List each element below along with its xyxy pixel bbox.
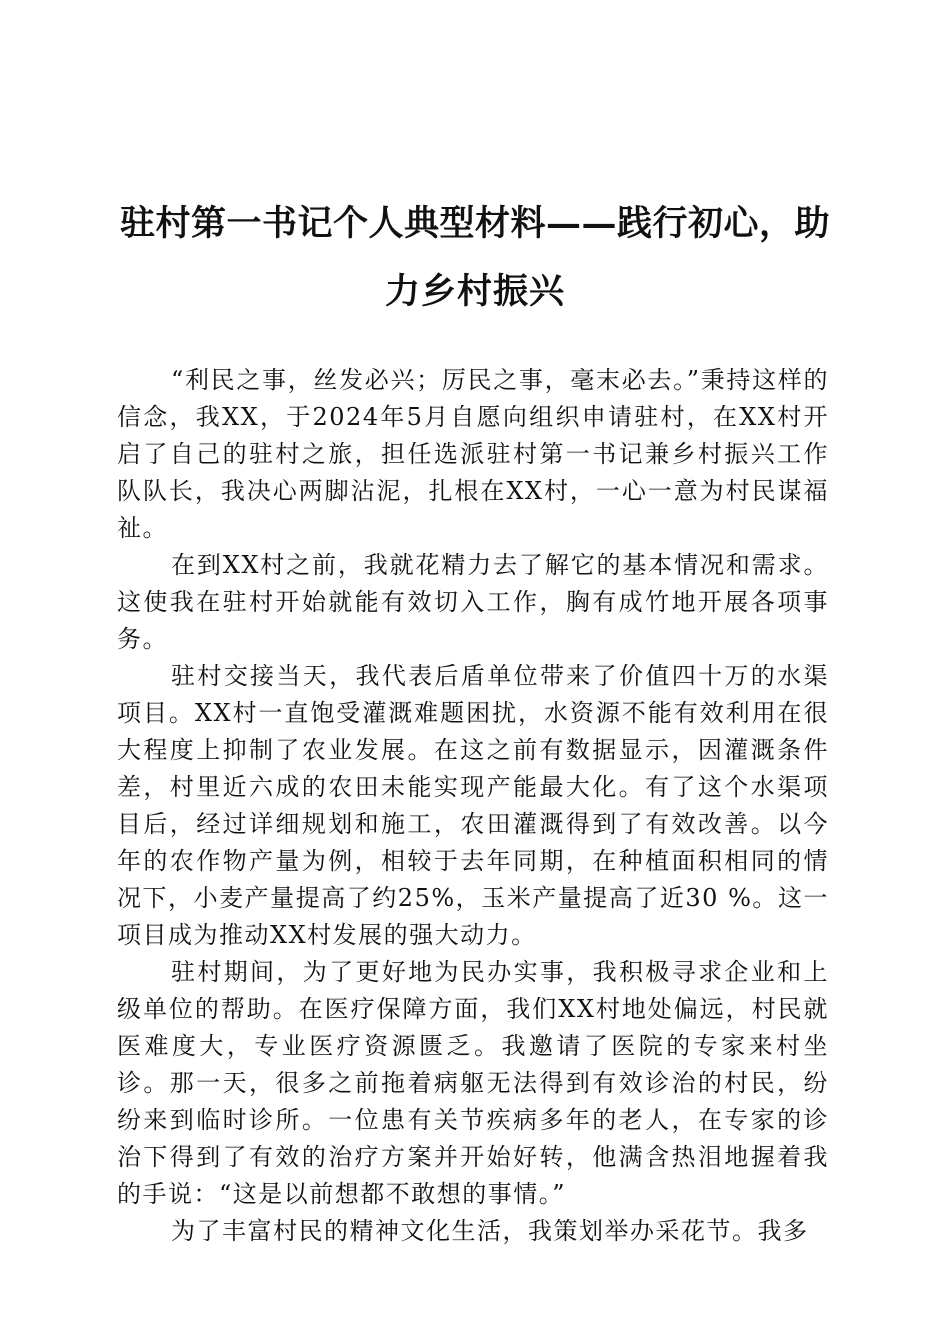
paragraph-3: 驻村交接当天，我代表后盾单位带来了价值四十万的水渠项目。XX村一直饱受灌溉难题困扰，水资源不能有效利用在很大程度上抑制了农业发展。在这之前有数据显示，因灌溉条件差，村里近六成的农田未能实现产能最大化。有了这个水渠项目后，经过详细规划和施工，农田灌溉得到了有效改善。以今年的农作物产量为例，相较于去年同期，在种植面积相同的情况下，小麦产量提高了约25%，玉米产量提高了近30 %。这一项目成为推动XX村发展的强大动力。	[117, 662, 829, 949]
paragraph-1: “利民之事，丝发必兴；厉民之事，毫末必去。”秉持这样的信念，我XX，于2024年5月自愿向组织申请驻村，在XX村开启了自己的驻村之旅，担任选派驻村第一书记兼乡村振兴工作队队长，我决心两脚沾泥，扎根在XX村，一心一意为村民谋福祉。	[117, 366, 829, 542]
paragraph-4: 驻村期间，为了更好地为民办实事，我积极寻求企业和上级单位的帮助。在医疗保障方面，我们XX村地处偏远，村民就医难度大，专业医疗资源匮乏。我邀请了医院的专家来村坐诊。那一天，很多之前拖着病躯无法得到有效诊治的村民，纷纷来到临时诊所。一位患有关节疾病多年的老人，在专家的诊治下得到了有效的治疗方案并开始好转，他满含热泪地握着我的手说：“这是以前想都不敢想的事情。”	[117, 958, 829, 1208]
paragraph-5: 为了丰富村民的精神文化生活，我策划举办采花节。我多	[171, 1217, 809, 1245]
paragraph-2: 在到XX村之前，我就花精力去了解它的基本情况和需求。这使我在驻村开始就能有效切入工作，胸有成竹地开展各项事务。	[117, 551, 829, 653]
document-body	[117, 362, 829, 1250]
document-title-line-1: 驻村第一书记个人典型材料——践行初心，助	[119, 203, 830, 244]
document-title-line-2: 力乡村振兴	[384, 271, 565, 312]
